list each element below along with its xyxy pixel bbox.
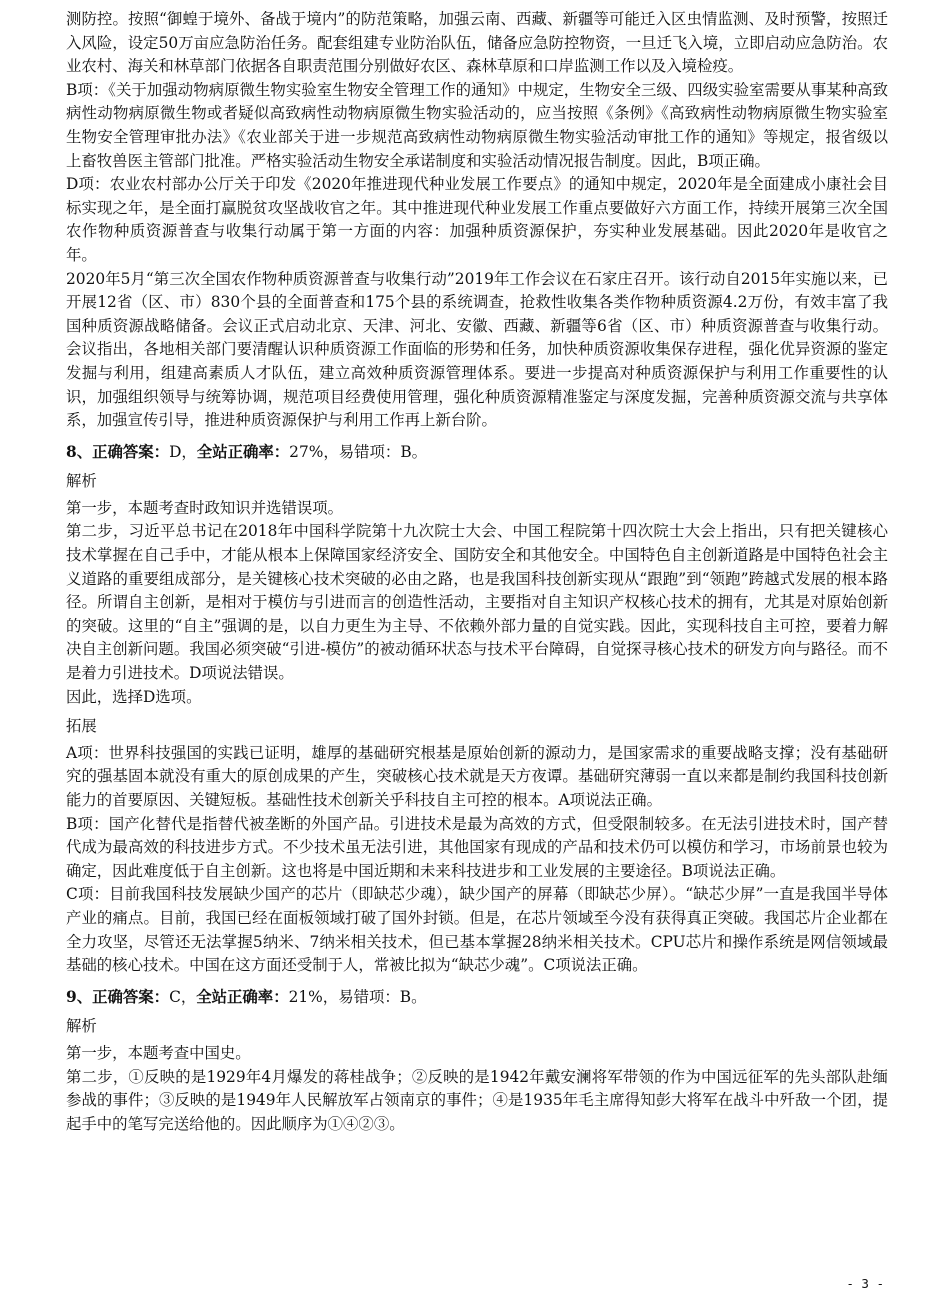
q8-extension-label: 拓展 — [66, 717, 97, 736]
q8-rate-value: 27%，易错项：B。 — [289, 442, 428, 461]
question-9-header — [66, 986, 888, 1010]
question-8-header — [66, 441, 888, 465]
q8-conclusion: 因此，选择D选项。 — [66, 687, 202, 706]
q8-answer-label: 8、正确答案： — [66, 442, 170, 461]
q9-step-2: 第二步，①反映的是1929年4月爆发的蒋桂战争；②反映的是1942年戴安澜将军带领的作为中国远征军的先头部队赴缅参战的事件；③反映的是1949年人民解放军占领南京的事件；④是1935年毛主席得知彭大将军在战斗中歼敌一个团，提起手中的笔写完送给他的。因此顺序为①④②③。 — [66, 1067, 888, 1133]
q9-analysis-label: 解析 — [66, 1017, 97, 1036]
q8-extension-option-c: C项：目前我国科技发展缺少国产的芯片（即缺芯少魂），缺少国产的屏幕（即缺芯少屏）。“缺芯少屏”一直是我国半导体产业的痛点。目前，我国已经在面板领域打破了国外封锁。但是，在芯片领域至今没有获得真正突破。我国芯片企业都在全力攻坚，尽管还无法掌握5纳米、7纳米相关技术，但已基本掌握28纳米相关技术。CPU芯片和操作系统是网信领域最基础的核心技术。中国在这方面还受制于人，常被比拟为“缺芯少魂”。C项说法正确。 — [66, 885, 888, 975]
q8-step-2: 第二步，习近平总书记在2018年中国科学院第十九次院士大会、中国工程院第十四次院士大会上指出，只有把关键核心技术掌握在自己手中，才能从根本上保障国家经济安全、国防安全和其他安全。中国特色自主创新道路是中国特色社会主义道路的重要组成部分，是关键核心技术突破的必由之路，也是我国科技创新实现从“跟跑”到“领跑”跨越式发展的根本路径。所谓自主创新，是相对于模仿与引进而言的创造性活动，主要指对自主知识产权核心技术的拥有，尤其是对原始创新的突破。这里的“自主”强调的是，以自力更生为主导、不依赖外部力量的自觉实践。因此，实现科技自主可控，要着力解决自主创新问题。我国必须突破“引进-模仿”的被动循环状态与技术平台障碍，自觉探寻核心技术的研发方向与路径。而不是着力引进技术。D项说法错误。 — [66, 522, 888, 683]
q8-step-1: 第一步，本题考查时政知识并选错误项。 — [66, 498, 344, 517]
paragraph-locust-control: 测防控。按照“御蝗于境外、备战于境内”的防范策略，加强云南、西藏、新疆等可能迁入区虫情监测、及时预警，按照迁入风险，设定50万亩应急防治任务。配套组建专业防治队伍，储备应急防控物资，一旦迁飞入境，立即启动应急防治。农业农村、海关和林草部门依据各自职责范围分别做好农区、森林草原和口岸监测工作以及入境检疫。 — [66, 10, 888, 76]
q8-extension-option-b: B项：国产化替代是指替代被垄断的外国产品。引进技术是最为高效的方式，但受限制较多。在无法引进技术时，国产替代成为最高效的科技进步方式。不少技术虽无法引进，其他国家有现成的产品和技术仍可以模仿和学习，市场前景也较为确定，因此难度低于自主创新。这也将是中国近期和未来科技进步和工业发展的主要途径。B项说法正确。 — [66, 814, 888, 880]
paragraph-option-d-seed-industry: D项：农业农村部办公厅关于印发《2020年推进现代种业发展工作要点》的通知中规定，2020年是全面建成小康社会目标实现之年，是全面打赢脱贫攻坚战收官之年。其中推进现代种业发展工作重点要做好六方面工作，持续开展第三次全国农作物种质资源普查与收集行动属于第一方面的内容：加强种质资源保护，夯实种业发展基础。因此2020年是收官之年。 — [66, 175, 888, 264]
q8-rate-label: 全站正确率： — [196, 442, 290, 461]
q9-rate-value: 21%，易错项：B。 — [288, 987, 427, 1006]
q8-answer-value: D， — [169, 442, 197, 461]
q9-answer-value: C， — [169, 987, 197, 1006]
paragraph-option-b-lab-safety: B项：《关于加强动物病原微生物实验室生物安全管理工作的通知》中规定，生物安全三级、四级实验室需要从事某种高致病性动物病原微生物或者疑似高致病性动物病原微生物实验活动的，应当按照《条例》《高致病性动物病原微生物实验室生物安全管理审批办法》《农业部关于进一步规范高致病性动物病原微生物实验活动审批工作的通知》等规定，报省级以上畜牧兽医主管部门批准。严格实验活动生物安全承诺制度和实验活动情况报告制度。因此，B项正确。 — [66, 80, 888, 170]
page-number: - 3 - — [846, 1276, 884, 1291]
paragraph-germplasm-survey: 2020年5月“第三次全国农作物种质资源普查与收集行动”2019年工作会议在石家庄召开。该行动自2015年实施以来，已开展12省（区、市）830个县的全面普查和175个县的系统调查，抢救性收集各类作物种质资源4.2万份，有效丰富了我国种质资源战略储备。会议正式启动北京、天津、河北、安徽、西藏、新疆等6省（区、市）种质资源普查与收集行动。会议指出，各地相关部门要清醒认识种质资源工作面临的形势和任务，加快种质资源收集保存进程，强化优异资源的鉴定发掘与利用，组建高素质人才队伍，建立高效种质资源管理体系。要进一步提高对种质资源保护与利用工作重要性的认识，加强组织领导与统筹协调，规范项目经费使用管理，强化种质资源精准鉴定与深度发掘，完善种质资源交流与共享体系，加强宣传引导，推进种质资源保护与利用工作再上新台阶。 — [66, 269, 888, 430]
document-body — [66, 8, 888, 1136]
q9-rate-label: 全站正确率： — [196, 987, 289, 1006]
q9-step-1: 第一步，本题考查中国史。 — [66, 1043, 251, 1062]
q9-answer-label: 9、正确答案： — [66, 987, 170, 1006]
q8-analysis-label: 解析 — [66, 472, 97, 491]
q8-extension-option-a: A项：世界科技强国的实践已证明，雄厚的基础研究根基是原始创新的源动力，是国家需求的重要战略支撑；没有基础研究的强基固本就没有重大的原创成果的产生，突破核心技术就是天方夜谭。基础研究薄弱一直以来都是制约我国科技创新能力的首要原因、关键短板。基础性技术创新关乎科技自主可控的根本。A项说法正确。 — [66, 743, 888, 809]
